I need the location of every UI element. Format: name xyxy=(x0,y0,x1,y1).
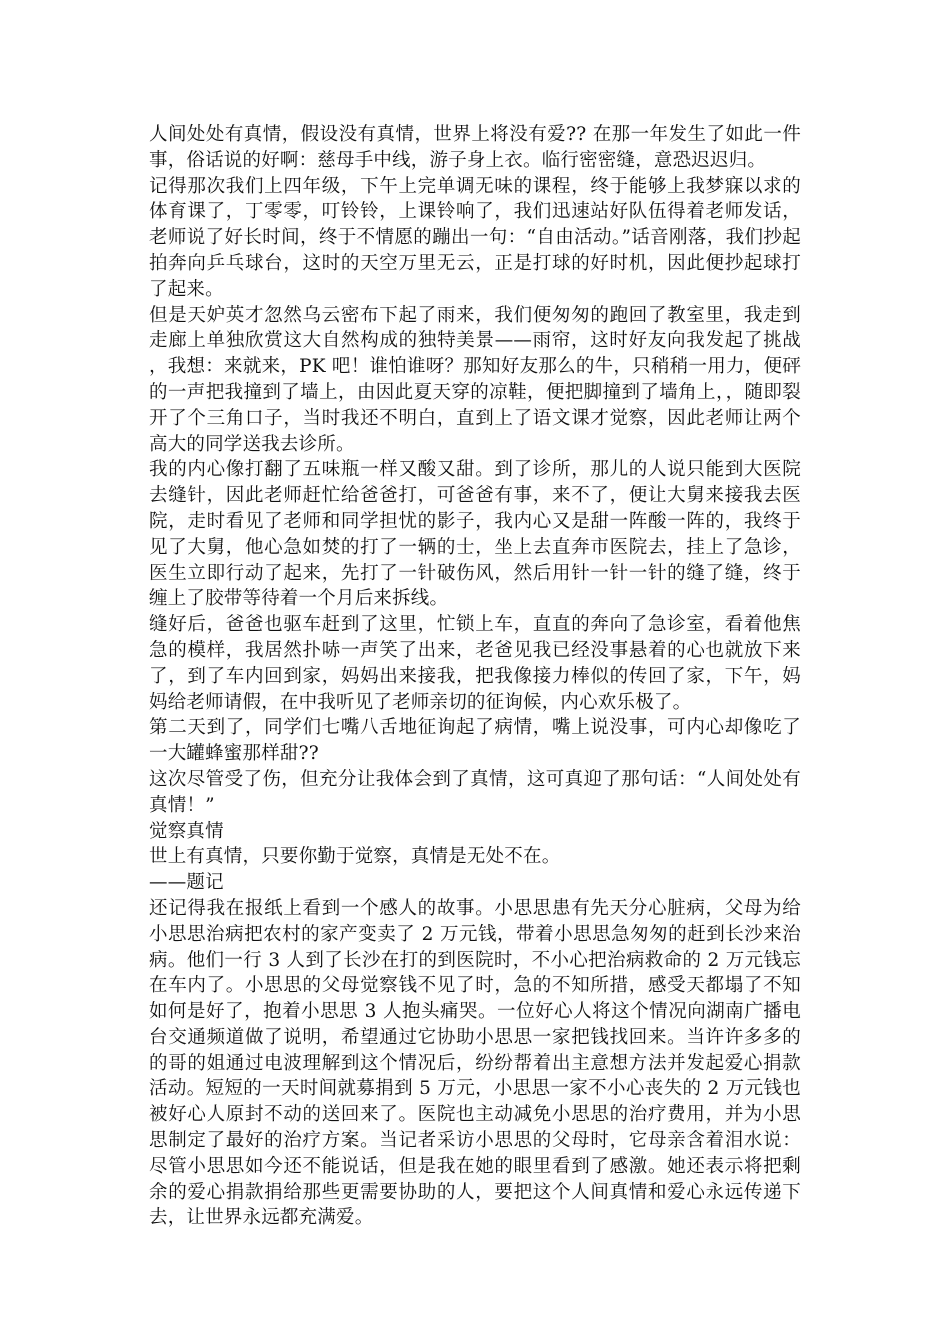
paragraph-rain-injury: 但是天妒英才忽然乌云密布下起了雨来，我们便匆匆的跑回了教室里，我走到走廊上单独欣赏这大自然构成的独特美景——雨帘，这时好友向我发起了挑战，我想：来就来，PK 吧！谁怕谁呀？那知好友那么的牛，只稍稍一用力，便砰的一声把我撞到了墙上，由因此夏天穿的凉鞋，便把脚撞到了墙角上，，随即裂开了个三角口子，当时我还不明白，直到上了语文课才觉察，因此老师让两个高大的同学送我去诊所。 xyxy=(149,304,801,455)
paragraph-intro: 人间处处有真情，假设没有真情，世界上将没有爱?? 在那一年发生了如此一件事，俗话说的好啊：慈母手中线，游子身上衣。临行密密缝，意恐迟迟归。 xyxy=(149,124,801,171)
paragraph-pe-class: 记得那次我们上四年级，下午上完单调无味的课程，终于能够上我梦寐以求的体育课了，丁零零，叮铃铃，上课铃响了，我们迅速站好队伍得着老师发话，老师说了好长时间，终于不情愿的蹦出一句：“自由活动。”话音刚落，我们抄起拍奔向乒乓球台，这时的天空万里无云，正是打球的好时机，因此便抄起球打了起来。 xyxy=(149,175,801,300)
paragraph-conclusion: 这次尽管受了伤，但充分让我体会到了真情，这可真迎了那句话：“人间处处有真情！” xyxy=(149,768,801,816)
section-title: 觉察真情 xyxy=(149,820,224,842)
paragraph-father-arrives: 缝好后，爸爸也驱车赶到了这里，忙锁上车，直直的奔向了急诊室，看着他焦急的模样，我居然扑哧一声笑了出来，老爸见我已经没事悬着的心也就放下来了，到了车内回到家，妈妈出来接我，把我像接力棒似的传回了家，下午，妈妈给老师请假，在中我听见了老师亲切的征询候，内心欢乐极了。 xyxy=(149,614,801,713)
paragraph-hospital: 我的内心像打翻了五味瓶一样又酸又甜。到了诊所，那儿的人说只能到大医院去缝针，因此老师赶忙给爸爸打，可爸爸有事，来不了，便让大舅来接我去医院，走时看见了老师和同学担忧的影子，我内心又是甜一阵酸一阵的，我终于见了大舅，他心急如焚的打了一辆的士，坐上去直奔市医院去，挂上了急诊，医生立即行动了起来，先打了一针破伤风，然后用针一针一针的缝了缝，终于缠上了胶带等待着一个月后来拆线。 xyxy=(149,459,801,610)
epigraph: 世上有真情，只要你勤于觉察，真情是无处不在。 xyxy=(149,846,561,868)
paragraph-newspaper-story: 还记得我在报纸上看到一个感人的故事。小思思患有先天分心脏病，父母为给小思思治病把农村的家产变卖了 2 万元钱，带着小思思急匆匆的赶到长沙来治病。他们一行 3 人到了长沙在打的到医院时，不小心把治病救命的 2 万元钱忘在车内了。小思思的父母觉察钱不见了时，急的不知所措，感受天都塌了不知如何是好了，抱着小思思 3 人抱头痛哭。一位好心人将这个情况向湖南广播电台交通频道做了说明，希望通过它协助小思思一家把钱找回来。当许许多多的的哥的姐通过电波理解到这个情况后，纷纷帮着出主意想方法并发起爱心捐款活动。短短的一天时间就募捐到 5 万元，小思思一家不小心丧失的 2 万元钱也被好心人原封不动的送回来了。医院也主动减免小思思的治疗费用，并为小思思制定了最好的治疗方案。当记者采访小思思的父母时，它母亲含着泪水说：尽管小思思如今还不能说话，但是我在她的眼里看到了感激。她还表示将把剩余的爱心捐款捐给那些更需要协助的人，要把这个人间真情和爱心永远传递下去，让世界永远都充满爱。 xyxy=(149,897,802,1229)
paragraph-next-day: 第二天到了，同学们七嘴八舌地征询起了病情，嘴上说没事，可内心却像吃了一大罐蜂蜜那样甜?? xyxy=(149,717,801,765)
epigraph-attribution: ——题记 xyxy=(149,872,224,894)
document-body xyxy=(149,122,801,1231)
